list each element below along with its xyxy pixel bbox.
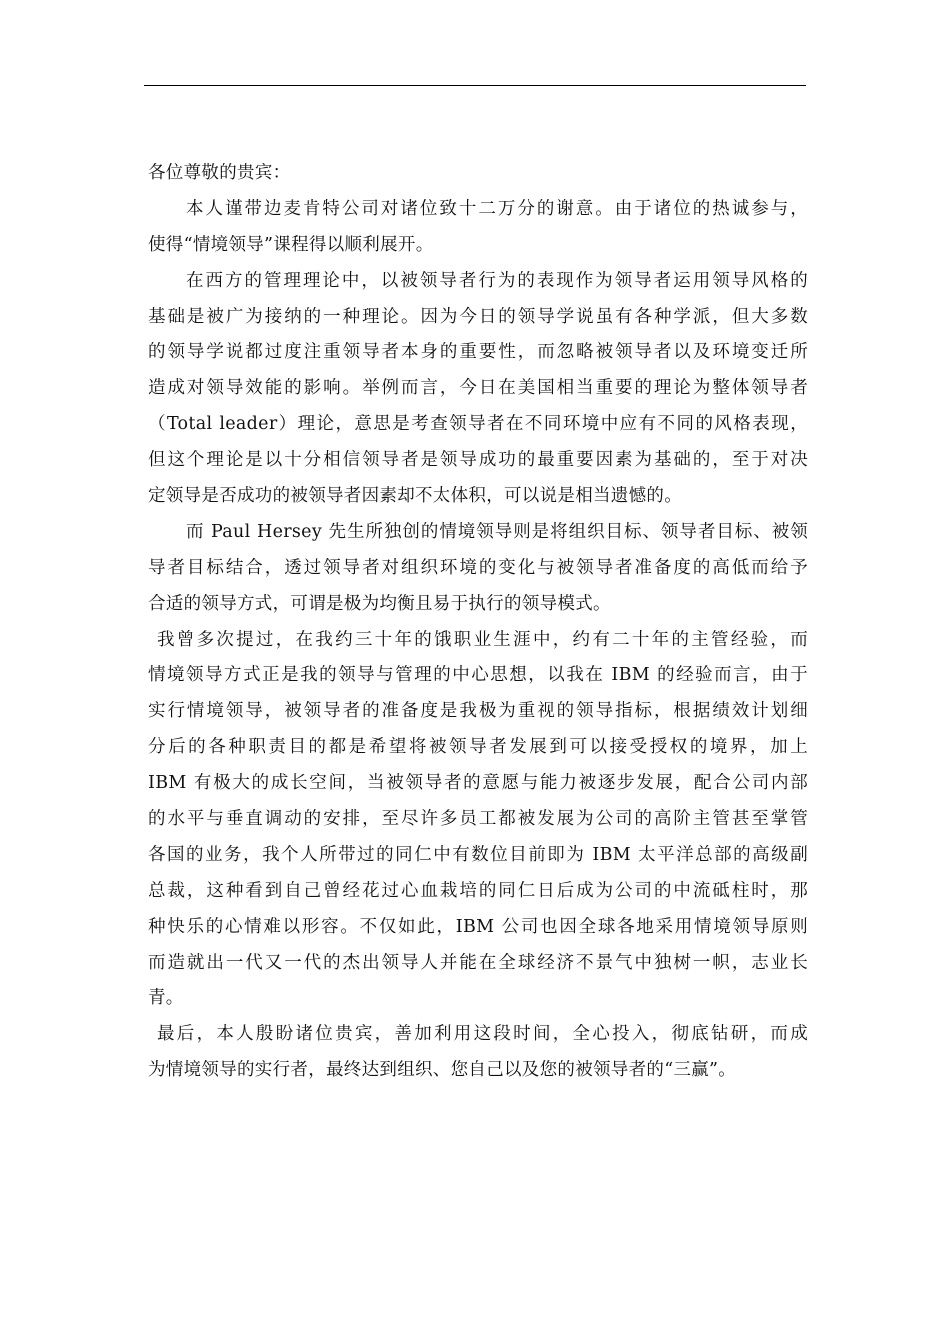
paragraph-line: 但这个理论是以十分相信领导者是领导成功的最重要因素为基础的，至于对决 xyxy=(148,450,808,471)
paragraph-line: 而造就出一代又一代的杰出领导人并能在全球经济不景气中独树一帜，志业长 xyxy=(148,952,808,973)
paragraph-line: 本人谨带边麦肯特公司对诸位致十二万分的谢意。由于诸位的热诚参与， xyxy=(186,198,808,219)
paragraph-line: 实行情境领导，被领导者的准备度是我极为重视的领导指标，根据绩效计划细 xyxy=(148,701,808,722)
closing-paragraph xyxy=(148,1017,808,1089)
paul-hersey-paragraph xyxy=(148,515,808,623)
paragraph-line: 造成对领导效能的影响。举例而言，今日在美国相当重要的理论为整体领导者 xyxy=(148,378,808,399)
paragraph-line: 而 Paul Hersey 先生所独创的情境领导则是将组织目标、领导者目标、被领 xyxy=(186,521,808,542)
paragraph-line: 最后，本人殷盼诸位贵宾，善加利用这段时间，全心投入，彻底钻研，而成 xyxy=(157,1024,808,1045)
paragraph-line: 青。 xyxy=(148,988,184,1009)
paragraph-line: 各国的业务，我个人所带过的同仁中有数位目前即为 IBM 太平洋总部的高级副 xyxy=(148,844,808,865)
paragraph-line: 使得“情境领导”课程得以顺利展开。 xyxy=(148,234,434,255)
paragraph-line: 种快乐的心情难以形容。不仅如此，IBM 公司也因全球各地采用情境领导原则 xyxy=(148,916,808,937)
document-body xyxy=(148,156,808,1089)
paragraph-line: 导者目标结合，透过领导者对组织环境的变化与被领导者准备度的高低而给予 xyxy=(148,557,808,578)
paragraph-line: 合适的领导方式，可谓是极为均衡且易于执行的领导模式。 xyxy=(148,593,611,614)
ibm-experience-paragraph xyxy=(148,623,808,1018)
paragraph-line: 的水平与垂直调动的安排，至尽许多员工都被发展为公司的高阶主管甚至掌管 xyxy=(148,809,808,830)
paragraph-line: 基础是被广为接纳的一种理论。因为今日的领导学说虽有各种学派，但大多数 xyxy=(148,306,808,327)
salutation-paragraph xyxy=(148,156,808,192)
western-theory-paragraph xyxy=(148,264,808,515)
header-rule xyxy=(144,85,806,86)
paragraph-line: 分后的各种职责目的都是希望将被领导者发展到可以接受授权的境界，加上 xyxy=(148,737,808,758)
paragraph-line: 在西方的管理理论中，以被领导者行为的表现作为领导者运用领导风格的 xyxy=(186,270,808,291)
paragraph-line: 的领导学说都过度注重领导者本身的重要性，而忽略被领导者以及环境变迁所 xyxy=(148,342,808,363)
salutation-line: 各位尊敬的贵宾： xyxy=(148,163,291,183)
paragraph-line: 总裁，这种看到自己曾经花过心血栽培的同仁日后成为公司的中流砥柱时，那 xyxy=(148,880,808,901)
paragraph-line: IBM 有极大的成长空间，当被领导者的意愿与能力被逐步发展，配合公司内部 xyxy=(148,773,808,794)
paragraph-line: 为情境领导的实行者，最终达到组织、您自己以及您的被领导者的“三赢”。 xyxy=(148,1060,737,1081)
paragraph-line: 我曾多次提过，在我约三十年的饿职业生涯中，约有二十年的主管经验，而 xyxy=(157,629,808,650)
paragraph-line: 情境领导方式正是我的领导与管理的中心思想，以我在 IBM 的经验而言，由于 xyxy=(148,665,808,686)
paragraph-line: （Total leader）理论，意思是考查领导者在不同环境中应有不同的风格表现， xyxy=(148,414,808,435)
paragraph-line: 定领导是否成功的被领导者因素却不太体积，可以说是相当遗憾的。 xyxy=(148,486,682,507)
thanks-paragraph xyxy=(148,192,808,264)
